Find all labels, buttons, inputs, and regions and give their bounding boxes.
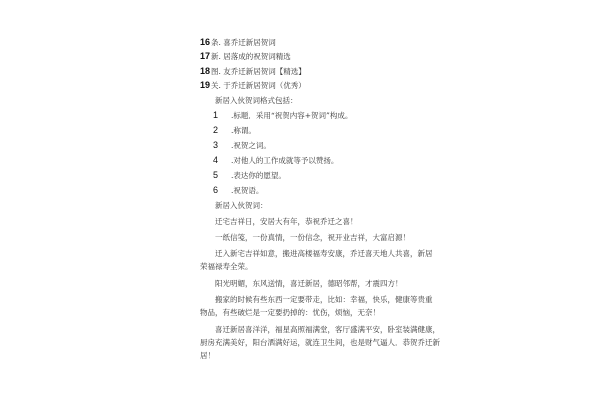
toc-number: 18: [200, 66, 211, 76]
greeting-line: 搬家的时候有些东西一定要带走，比如：幸福，快乐，健康等贵重: [215, 295, 433, 304]
format-text: .称谓。: [231, 126, 256, 135]
format-number: 4: [213, 155, 219, 165]
toc-item: [200, 80, 306, 91]
greeting-line: 一纸信笺，一份真情，一份信念，祝开业吉祥，大富启源！: [215, 233, 410, 242]
toc-number: 16: [200, 37, 211, 47]
format-item: [213, 140, 271, 151]
format-intro: 新居入伙贺词格式包括：: [215, 96, 298, 105]
greeting-line: 迁宅吉祥日，安居大有年，恭祝乔迁之喜！: [215, 217, 358, 226]
format-item: [213, 125, 256, 136]
toc-item: [200, 66, 306, 77]
format-text: .标题．采用“祝贺内容+贺词”构成。: [231, 111, 353, 120]
greeting-line: 荣福禄寿全荣。: [200, 262, 253, 271]
format-number: 2: [213, 125, 219, 135]
format-item: [213, 170, 286, 181]
toc-item: [200, 51, 291, 62]
format-item: [213, 185, 263, 196]
toc-number: 17: [200, 51, 211, 61]
format-text: .祝贺之词。: [231, 141, 271, 150]
greeting-line: 居！: [200, 351, 215, 360]
format-text: .对他人的工作成就等予以赞扬。: [231, 156, 339, 165]
greeting-line: 喜迁新居喜洋洋，福星高照福满堂，客厅盛满平安，卧室装满健康，: [215, 325, 440, 334]
toc-text: 关. 于乔迁新居贺词（优秀）: [211, 81, 306, 90]
format-text: .祝贺语。: [231, 186, 264, 195]
format-item: [213, 155, 338, 166]
format-number: 5: [213, 170, 219, 180]
toc-item: [200, 37, 276, 48]
format-number: 3: [213, 140, 219, 150]
greetings-heading: 新居入伙贺词：: [215, 201, 268, 210]
greeting-line: 厨房充满美好，阳台洒满好运，就连卫生间，也是财气逼人．恭贺乔迁新: [200, 338, 440, 347]
greeting-line: 阳光明媚，东风送情，喜迁新居，德昭邻帮，才震四方！: [215, 279, 403, 288]
toc-number: 19: [200, 80, 211, 90]
format-number: 6: [213, 185, 219, 195]
toc-text: 新. 居落成的祝贺词精选: [211, 52, 291, 61]
greeting-line: 物品，有些破烂是一定要扔掉的：忧伤，烦恼，无奈！: [200, 308, 380, 317]
toc-text: 条. 喜乔迁新居贺词: [211, 38, 276, 47]
greeting-line: 迁入新宅吉祥如意，搬进高楼福寿安康，乔迁喜天地人共喜，新居: [215, 249, 433, 258]
format-text: .表达你的愿望。: [231, 171, 286, 180]
toc-text: 图. 友乔迁新居贺词【精选】: [211, 67, 306, 76]
format-item: [213, 110, 352, 121]
format-number: 1: [213, 110, 219, 120]
